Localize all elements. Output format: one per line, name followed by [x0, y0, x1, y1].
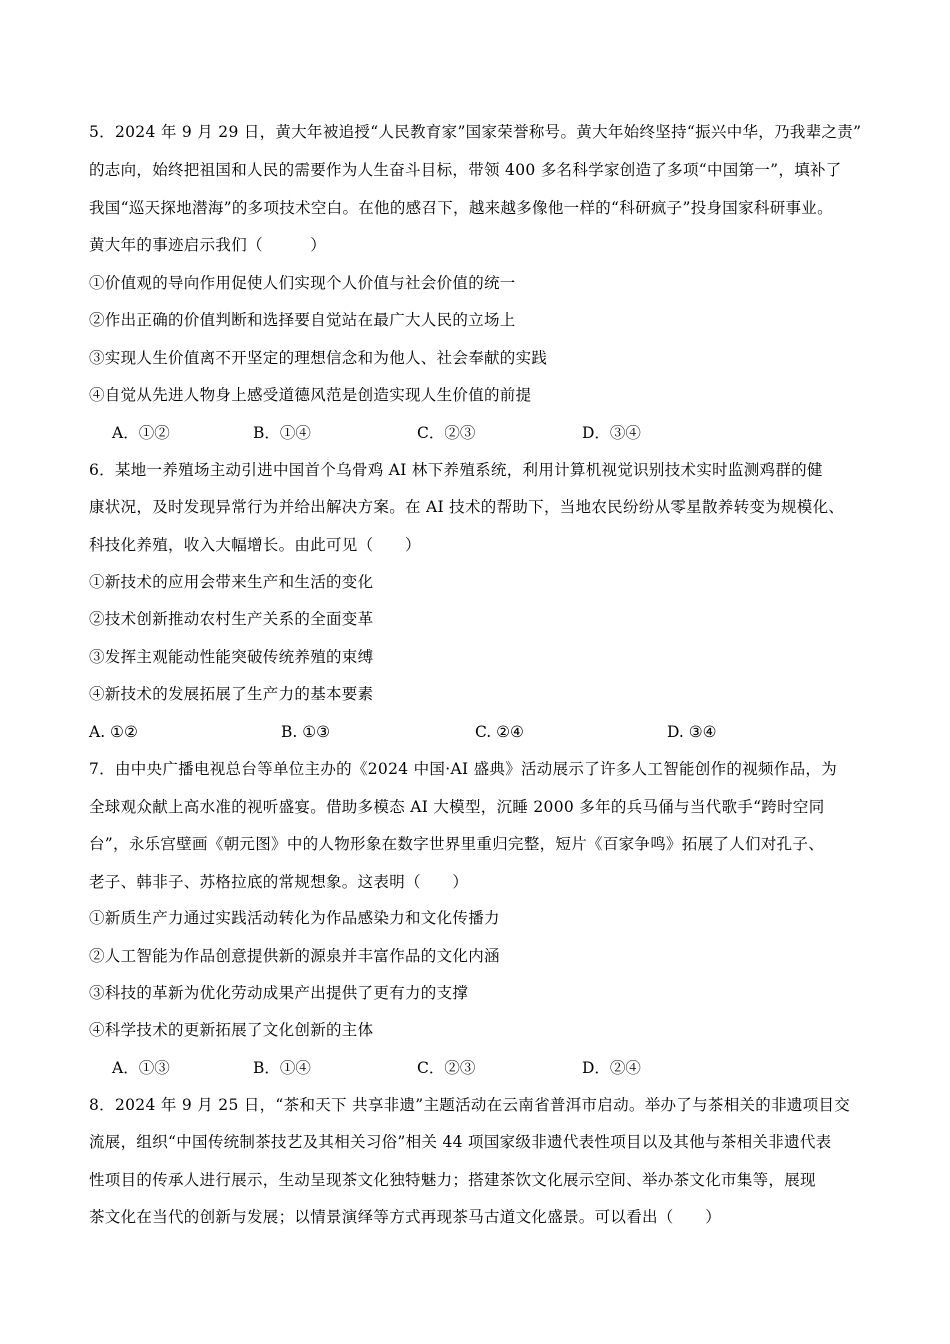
- statement: ②技术创新推动农村生产关系的全面变革: [89, 610, 374, 628]
- question-stem-line: 的志向，始终把祖国和人民的需要作为人生奋斗目标，带领 400 多名科学家创造了多项“中国第一”，填补了: [89, 161, 842, 179]
- statement: ①价值观的导向作用促使人们实现个人价值与社会价值的统一: [89, 274, 516, 292]
- question-stem-line: 老子、韩非子、苏格拉底的常规想象。这表明（ ）: [89, 873, 469, 891]
- statement: ④科学技术的更新拓展了文化创新的主体: [89, 1021, 374, 1039]
- question-stem-line: 台”，永乐宫壁画《朝元图》中的人物形象在数字世界里重归完整，短片《百家争鸣》拓展了人们对孔子、: [89, 835, 825, 853]
- option-c: C．②③: [417, 1059, 476, 1077]
- question-stem-line: 我国“巡天探地潜海”的多项技术空白。在他的感召下，越来越多像他一样的“科研疯子”投身国家科研事业。: [89, 199, 833, 217]
- statement: ③科技的革新为优化劳动成果产出提供了更有力的支撑: [89, 984, 469, 1002]
- option-b: B．①④: [253, 1059, 311, 1077]
- statement: ④新技术的发展拓展了生产力的基本要素: [89, 685, 374, 703]
- question-stem-line: 5．2024 年 9 月 29 日，黄大年被追授“人民教育家”国家荣誉称号。黄大年始终坚持“振兴中华，乃我辈之责”: [89, 123, 862, 141]
- question-stem-line: 7．由中央广播电视总台等单位主办的《2024 中国·AI 盛典》活动展示了许多人工智能创作的视频作品，为: [89, 760, 838, 778]
- question-stem-line: 8．2024 年 9 月 25 日，“茶和天下 共享非遗”主题活动在云南省普洱市启动。举办了与茶相关的非遗项目交: [89, 1096, 851, 1114]
- question-stem-line: 科技化养殖，收入大幅增长。由此可见（ ）: [89, 536, 421, 554]
- question-stem-line: 6．某地一养殖场主动引进中国首个乌骨鸡 AI 林下养殖系统，利用计算机视觉识别技术实时监测鸡群的健: [89, 461, 823, 479]
- option-d: D. ③④: [667, 723, 717, 741]
- statement: ③发挥主观能动性能突破传统养殖的束缚: [89, 648, 374, 666]
- question-stem-line: 性项目的传承人进行展示，生动呈现茶文化独特魅力；搭建茶饮文化展示空间、举办茶文化市集等，展现: [89, 1171, 816, 1189]
- option-c: C. ②④: [475, 723, 524, 741]
- option-c: C．②③: [417, 424, 476, 442]
- option-d: D．②④: [582, 1059, 641, 1077]
- option-b: B. ①③: [281, 723, 331, 741]
- question-stem-line: 康状况，及时发现异常行为并给出解决方案。在 AI 技术的帮助下，当地农民纷纷从零星散养转变为规模化、: [89, 498, 845, 516]
- option-a: A. ①②: [89, 723, 138, 741]
- statement: ④自觉从先进人物身上感受道德风范是创造实现人生价值的前提: [89, 386, 532, 404]
- statement: ①新技术的应用会带来生产和生活的变化: [89, 573, 374, 591]
- question-stem-line: 茶文化在当代的创新与发展；以情景演绎等方式再现茶马古道文化盛景。可以看出（ ）: [89, 1208, 722, 1226]
- statement: ②人工智能为作品创意提供新的源泉并丰富作品的文化内涵: [89, 947, 500, 965]
- question-stem-line: 全球观众献上高水准的视听盛宴。借助多模态 AI 大模型，沉睡 2000 多年的兵马俑与当代歌手“跨时空同: [89, 798, 825, 816]
- statement: ②作出正确的价值判断和选择要自觉站在最广大人民的立场上: [89, 311, 516, 329]
- option-d: D．③④: [582, 424, 641, 442]
- statement: ①新质生产力通过实践活动转化为作品感染力和文化传播力: [89, 909, 500, 927]
- question-stem-line: 流展，组织“中国传统制茶技艺及其相关习俗”相关 44 项国家级非遗代表性项目以及其他与茶相关非遗代表: [89, 1133, 832, 1151]
- question-stem-line: 黄大年的事迹启示我们（ ）: [89, 236, 327, 254]
- option-b: B．①④: [253, 424, 311, 442]
- statement: ③实现人生价值离不开坚定的理想信念和为他人、社会奉献的实践: [89, 349, 548, 367]
- option-a: A．①②: [112, 424, 170, 442]
- option-a: A．①③: [112, 1059, 170, 1077]
